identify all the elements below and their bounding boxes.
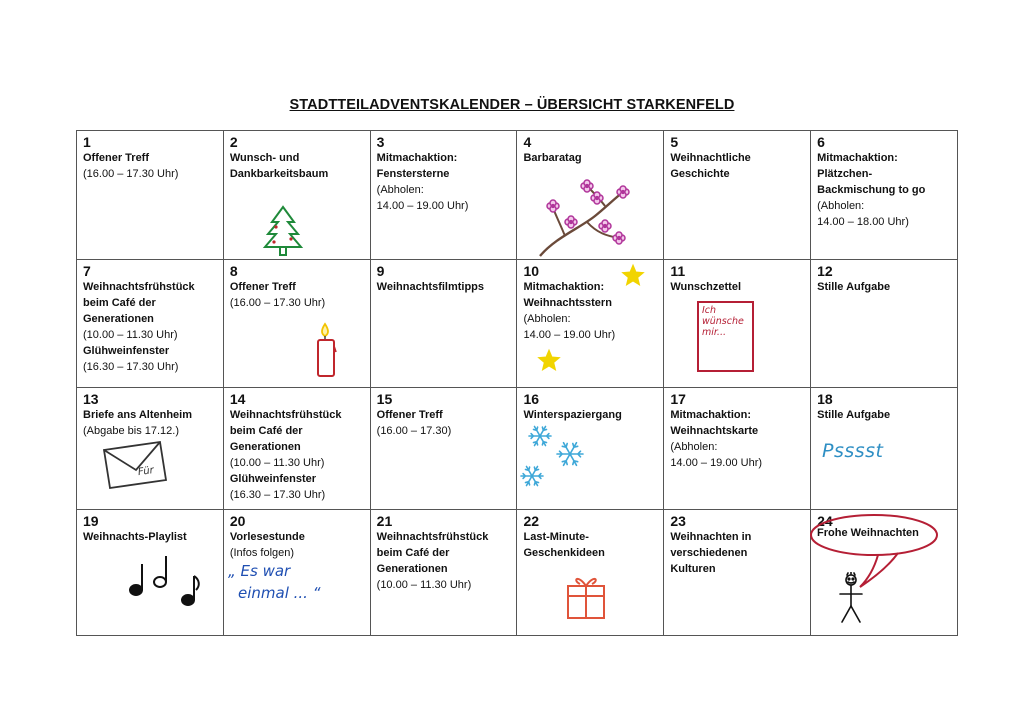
day-title: Offener Treff	[376, 409, 443, 421]
day-time: (Abgabe bis 17.12.)	[83, 425, 180, 437]
day-time: (10.00 – 11.30 Uhr)	[83, 329, 178, 341]
psst-text: Psssst	[822, 440, 884, 462]
wish-list-icon	[697, 301, 755, 373]
day-title: Glühweinfenster	[83, 345, 170, 357]
day-title: Barbaratag	[523, 152, 582, 164]
day-title: Weihnachtsfrühstück	[376, 531, 489, 543]
day-title: Weihnachten in	[670, 531, 752, 543]
day-number: 11	[670, 263, 686, 279]
day-title: Weihnachtsfrühstück	[83, 281, 195, 293]
day-time: (16.00 – 17.30 Uhr)	[229, 297, 326, 309]
day-title: Geschichte	[670, 168, 730, 180]
barbara-branch-icon	[535, 178, 635, 258]
day-number: 15	[376, 391, 393, 407]
stick-figure-icon	[836, 572, 866, 624]
day-title: verschiedenen	[670, 547, 748, 559]
day-time: (Abholen:	[817, 200, 865, 212]
day-title: beim Café der	[229, 425, 303, 437]
day-number: 18	[817, 391, 833, 407]
day-number: 7	[83, 263, 91, 279]
day-title: Generationen	[376, 563, 448, 575]
day-title: Last-Minute-	[523, 531, 589, 543]
day-number: 22	[523, 513, 540, 529]
day-cell-14	[223, 388, 370, 510]
star-icon	[536, 348, 562, 374]
day-title: Kulturen	[670, 563, 716, 575]
day-cell-9	[370, 260, 517, 388]
day-cell-7	[77, 260, 224, 388]
day-title: Mitmachaktion:	[523, 281, 605, 293]
day-time: (10.00 – 11.30 Uhr)	[229, 457, 325, 469]
day-number: 24	[817, 513, 833, 529]
day-number: 14	[229, 391, 246, 407]
day-number: 9	[376, 263, 385, 279]
day-cell-8	[223, 260, 370, 388]
day-number: 16	[523, 391, 540, 407]
day-cell-23	[664, 510, 811, 636]
day-number: 4	[523, 134, 532, 150]
snowflakes-icon	[518, 422, 598, 492]
day-number: 12	[817, 263, 833, 279]
day-title: Offener Treff	[83, 152, 150, 164]
day-time: (16.30 – 17.30 Uhr)	[229, 489, 326, 501]
day-number: 17	[670, 391, 686, 407]
day-title: Generationen	[83, 313, 154, 325]
day-cell-3	[370, 131, 517, 260]
day-cell-15	[370, 388, 517, 510]
christmas-tree-icon	[258, 205, 308, 257]
day-title: Briefe ans Altenheim	[83, 409, 193, 421]
day-title: Vorlesestunde	[229, 531, 305, 543]
day-time: (16.00 – 17.30 Uhr)	[83, 168, 179, 180]
speech-bubble-icon	[808, 513, 940, 593]
day-title: Fenstersterne	[376, 168, 450, 180]
day-title: Wunschzettel	[670, 281, 742, 293]
day-cell-17	[664, 388, 811, 510]
day-number: 5	[670, 134, 679, 150]
envelope-icon	[100, 440, 170, 490]
candle-icon	[312, 322, 342, 378]
day-time: 14.00 – 18.00 Uhr)	[817, 216, 909, 228]
day-number: 1	[83, 134, 91, 150]
day-title: Winterspaziergang	[523, 409, 622, 421]
day-title: Weihnachtskarte	[670, 425, 759, 437]
day-number: 13	[83, 391, 99, 407]
day-title: Dankbarkeitsbaum	[229, 168, 329, 180]
day-title: Mitmachaktion:	[376, 152, 458, 164]
day-time: 14.00 – 19.00 Uhr)	[670, 457, 763, 469]
day-cell-1	[77, 131, 224, 260]
day-title: Weihnachts-Playlist	[83, 531, 187, 543]
day-time: (10.00 – 11.30 Uhr)	[376, 579, 472, 591]
day-number: 21	[376, 513, 393, 529]
day-title: Backmischung to go	[817, 184, 926, 196]
wish-list-text: wünsche	[702, 316, 744, 327]
greeting-text: Frohe Weihnachten	[817, 527, 919, 539]
day-time: (Abholen:	[670, 441, 718, 453]
day-time: (Abholen:	[376, 184, 424, 196]
day-number: 2	[229, 134, 238, 150]
day-title: Generationen	[229, 441, 301, 453]
day-number: 10	[523, 263, 540, 279]
page-title: STADTTEILADVENTSKALENDER – ÜBERSICHT STARKENFELD	[289, 97, 735, 113]
day-title: Weihnachtsstern	[523, 297, 612, 309]
day-title: Stille Aufgabe	[817, 281, 891, 293]
day-title: Offener Treff	[229, 281, 296, 293]
day-title: Mitmachaktion:	[670, 409, 751, 421]
day-number: 19	[83, 513, 99, 529]
day-title: Stille Aufgabe	[817, 409, 891, 421]
day-title: Glühweinfenster	[229, 473, 317, 485]
calendar-row	[77, 131, 958, 260]
wish-list-text: Ich	[702, 305, 717, 316]
gift-icon	[566, 570, 606, 620]
day-cell-12	[811, 260, 958, 388]
day-cell-6	[811, 131, 958, 260]
day-title: Weihnachtliche	[670, 152, 751, 164]
day-number: 23	[670, 513, 686, 529]
day-title: Weihnachtsfrühstück	[229, 409, 342, 421]
day-cell-21	[370, 510, 517, 636]
day-title: beim Café der	[83, 297, 156, 309]
day-time: 14.00 – 19.00 Uhr)	[523, 329, 616, 341]
story-quote-text: „ Es war	[228, 562, 291, 580]
story-quote-text: einmal ... “	[238, 584, 321, 602]
day-cell-5	[664, 131, 811, 260]
day-number: 3	[376, 134, 385, 150]
envelope-label: Für	[137, 464, 155, 479]
day-time: (Infos folgen)	[229, 547, 295, 559]
day-number: 20	[229, 513, 246, 529]
day-time: (16.30 – 17.30 Uhr)	[83, 361, 179, 373]
day-title: Weihnachtsfilmtipps	[376, 281, 485, 293]
calendar-row	[77, 260, 958, 388]
day-time: (Abholen:	[523, 313, 571, 325]
star-icon	[620, 263, 646, 289]
day-number: 8	[229, 263, 238, 279]
music-notes-icon	[126, 552, 206, 610]
day-title: Geschenkideen	[523, 547, 605, 559]
wish-list-text: mir...	[702, 327, 726, 338]
day-title: Mitmachaktion:	[817, 152, 898, 164]
day-time: 14.00 – 19.00 Uhr)	[376, 200, 469, 212]
day-title: Wunsch- und	[229, 152, 300, 164]
day-title: beim Café der	[376, 547, 450, 559]
day-title: Plätzchen-	[817, 168, 873, 180]
day-number: 6	[817, 134, 825, 150]
day-time: (16.00 – 17.30)	[376, 425, 452, 437]
